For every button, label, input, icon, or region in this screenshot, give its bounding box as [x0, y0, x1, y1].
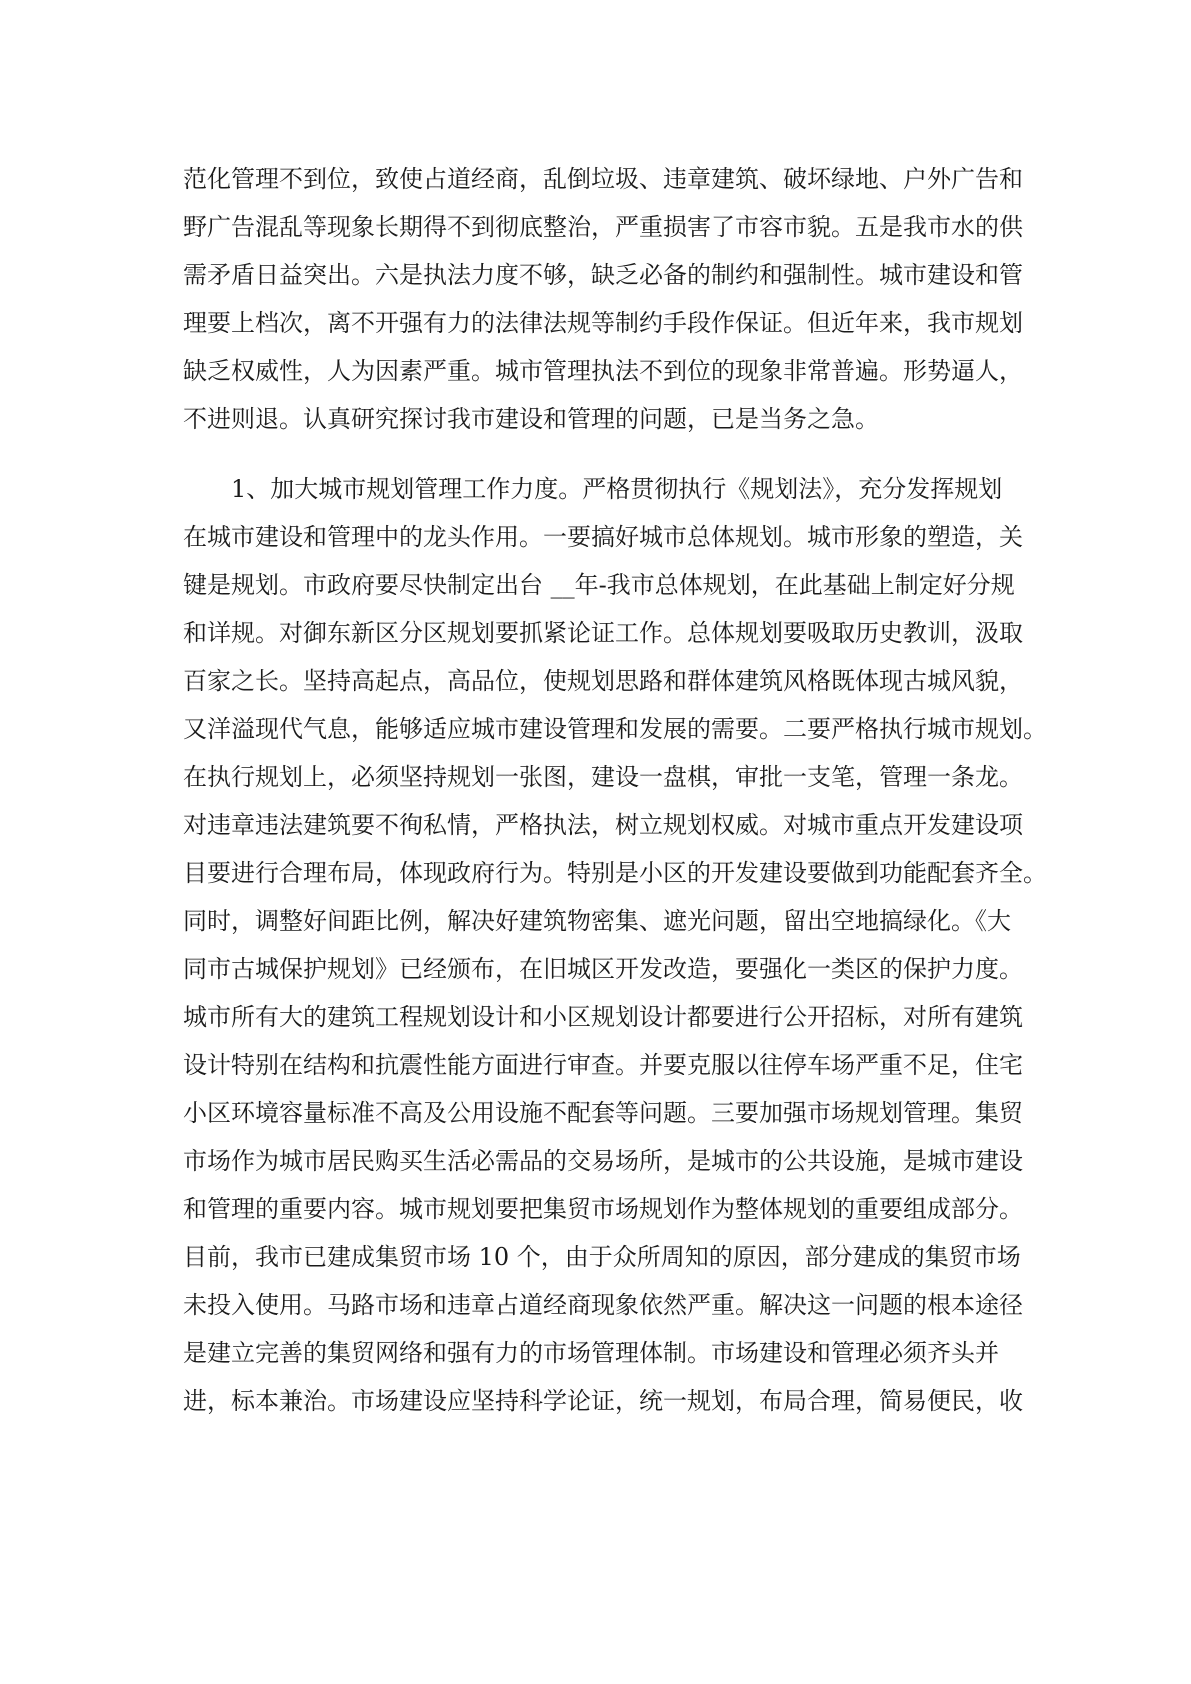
text-line: 范化管理不到位，致使占道经商，乱倒垃圾、违章建筑、破坏绿地、户外广告和 [183, 165, 1023, 193]
document-body [183, 155, 1047, 1425]
text-line: 是建立完善的集贸网络和强有力的市场管理体制。市场建设和管理必须齐头并 [183, 1339, 999, 1367]
text-line: 设计特别在结构和抗震性能方面进行审查。并要克服以往停车场严重不足，住宅 [183, 1051, 1023, 1079]
text-line: 和详规。对御东新区分区规划要抓紧论证工作。总体规划要吸取历史教训，汲取 [183, 619, 1023, 647]
text-line: 键是规划。市政府要尽快制定出台 __年-我市总体规划，在此基础上制定好分规 [183, 571, 1015, 599]
text-line: 目前，我市已建成集贸市场 10 个，由于众所周知的原因，部分建成的集贸市场 [183, 1243, 1021, 1271]
text-line: 野广告混乱等现象长期得不到彻底整治，严重损害了市容市貌。五是我市水的供 [183, 213, 1023, 241]
text-line: 理要上档次，离不开强有力的法律法规等制约手段作保证。但近年来，我市规划 [183, 309, 1023, 337]
text-line: 城市所有大的建筑工程规划设计和小区规划设计都要进行公开招标，对所有建筑 [183, 1003, 1023, 1031]
text-line: 缺乏权威性，人为因素严重。城市管理执法不到位的现象非常普遍。形势逼人， [183, 357, 1023, 385]
text-line: 小区环境容量标准不高及公用设施不配套等问题。三要加强市场规划管理。集贸 [183, 1099, 1023, 1127]
text-line: 进，标本兼治。市场建设应坚持科学论证，统一规划，布局合理，简易便民，收 [183, 1387, 1023, 1415]
text-line: 需矛盾日益突出。六是执法力度不够，缺乏必备的制约和强制性。城市建设和管 [183, 261, 1023, 289]
text-line: 在城市建设和管理中的龙头作用。一要搞好城市总体规划。城市形象的塑造，关 [183, 523, 1023, 551]
text-line: 同时，调整好间距比例，解决好建筑物密集、遮光问题，留出空地搞绿化。《大 [183, 907, 1011, 935]
text-line: 对违章违法建筑要不徇私情，严格执法，树立规划权威。对城市重点开发建设项 [183, 811, 1023, 839]
paragraph-2 [183, 465, 1047, 1425]
paragraph-1 [183, 155, 1023, 443]
text-line: 百家之长。坚持高起点，高品位，使规划思路和群体建筑风格既体现古城风貌， [183, 667, 1023, 695]
text-line: 市场作为城市居民购买生活必需品的交易场所，是城市的公共设施，是城市建设 [183, 1147, 1023, 1175]
text-line: 和管理的重要内容。城市规划要把集贸市场规划作为整体规划的重要组成部分。 [183, 1195, 1023, 1223]
text-line: 又洋溢现代气息，能够适应城市建设管理和发展的需要。二要严格执行城市规划。 [183, 715, 1047, 743]
text-line: 目要进行合理布局，体现政府行为。特别是小区的开发建设要做到功能配套齐全。 [183, 859, 1047, 887]
text-line: 同市古城保护规划》已经颁布，在旧城区开发改造，要强化一类区的保护力度。 [183, 955, 1023, 983]
text-line: 不进则退。认真研究探讨我市建设和管理的问题，已是当务之急。 [183, 405, 879, 433]
text-line: 未投入使用。马路市场和违章占道经商现象依然严重。解决这一问题的根本途径 [183, 1291, 1023, 1319]
text-line: 1、加大城市规划管理工作力度。严格贯彻执行《规划法》，充分发挥规划 [231, 475, 1003, 503]
text-line: 在执行规划上，必须坚持规划一张图，建设一盘棋，审批一支笔，管理一条龙。 [183, 763, 1023, 791]
